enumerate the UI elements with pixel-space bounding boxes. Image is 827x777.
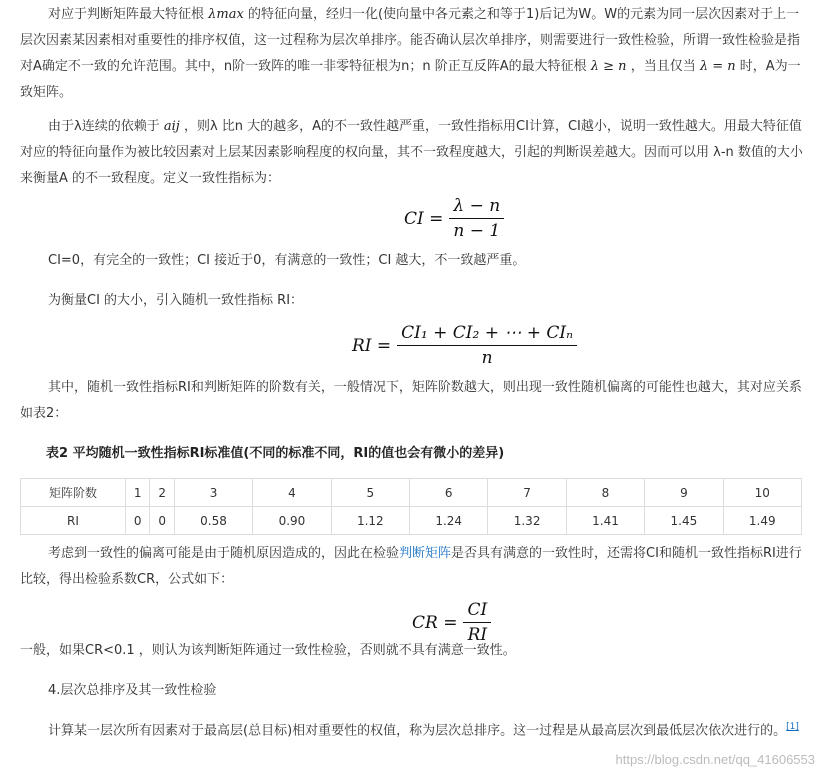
denominator: RI	[467, 625, 488, 645]
text: 由于λ连续的依赖于	[48, 119, 160, 134]
table-cell: 0.90	[253, 507, 331, 535]
denominator: n − 1	[453, 221, 501, 241]
table-cell: 0	[126, 507, 150, 535]
table-cell: 9	[645, 479, 723, 507]
section-heading: 4.层次总排序及其一致性检验	[48, 683, 217, 698]
formula-ci	[404, 196, 504, 241]
table-row-ri	[21, 507, 802, 535]
table-cell: 1.32	[488, 507, 566, 535]
denominator: n	[481, 348, 493, 368]
paragraph-ci-meaning: CI=0，有完全的一致性；CI 接近于0，有满意的一致性；CI 越大，不一致越严重。	[48, 253, 526, 268]
table-cell: 1.24	[410, 507, 488, 535]
table-cell: 3	[174, 479, 252, 507]
watermark: https://blog.csdn.net/qq_41606553	[615, 752, 815, 767]
paragraph-cr-intro	[20, 541, 810, 593]
math-lambda-eq-n: λ = n	[699, 59, 736, 74]
paragraph-consistency	[20, 114, 810, 192]
table-cell: 0.58	[174, 507, 252, 535]
table-cell: 1.12	[331, 507, 409, 535]
paragraph-cr-threshold: 一般，如果CR<0.1 ，则认为该判断矩阵通过一致性检验，否则就不具有满意一致性。	[20, 643, 516, 658]
formula-lhs: CI =	[404, 208, 444, 229]
table-title: 表2 平均随机一致性指标RI标准值(不同的标准不同，RI的值也会有微小的差异)	[46, 446, 505, 461]
math-aij: aij	[163, 119, 180, 134]
numerator: CI₁ + CI₂ + ⋯ + CIₙ	[397, 323, 577, 346]
reference-link[interactable]: [1]	[786, 722, 799, 732]
formula-lhs: CR =	[412, 612, 458, 633]
table-cell: 10	[723, 479, 801, 507]
text: ，当且仅当	[630, 59, 696, 74]
table-cell: 矩阵阶数	[21, 479, 126, 507]
table-cell: 2	[150, 479, 174, 507]
paragraph-eigenvector	[20, 2, 810, 106]
fraction	[397, 323, 577, 368]
numerator: CI	[463, 600, 491, 623]
text: 是否具有满意的一致性时，还需将CI和随机一致性指标RI进行比较，得出检验系数CR，公式如下：	[20, 546, 802, 587]
paragraph-total-ranking	[20, 714, 810, 744]
table-cell: 6	[410, 479, 488, 507]
text: 计算某一层次所有因素对于最高层(总目标)相对重要性的权值，称为层次总排序。这一过程是从最高层次到最低层次依次进行的。	[48, 723, 787, 739]
numerator: λ − n	[449, 196, 504, 219]
text: 的特征向量，经归一化(使向量中各元素之和等于1)后记为W。W的元素为同一层次因素对于上一层次因素某因素相对重要性的排序权值，这一过程称为层次单排序。能否确认层次单排序，则需要进行一致性检验，所谓一致性检验是指对A确定不一致的允许范围。其中，n阶一致阵的唯一非零特征根为n；n 阶正互反阵A的最大特征根	[20, 7, 801, 74]
table-cell: 8	[566, 479, 644, 507]
paragraph-ri-intro: 为衡量CI 的大小，引入随机一致性指标 RI：	[48, 293, 304, 308]
formula-ri	[352, 323, 577, 368]
table-cell: 1.41	[566, 507, 644, 535]
math-lambda-ge-n: λ ≥ n	[590, 59, 627, 74]
text: 对应于判断矩阵最大特征根	[48, 7, 205, 22]
table-cell: 1	[126, 479, 150, 507]
paragraph-ri-relation: 其中，随机一致性指标RI和判断矩阵的阶数有关，一般情况下，矩阵阶数越大，则出现一致性随机偏离的可能性也越大，其对应关系如表2：	[20, 380, 802, 421]
formula-lhs: RI =	[352, 335, 392, 356]
table-cell: 1.45	[645, 507, 723, 535]
table-row-order	[21, 479, 802, 507]
table-cell: RI	[21, 507, 126, 535]
judgment-matrix-link[interactable]: 判断矩阵	[399, 546, 452, 561]
fraction	[449, 196, 504, 241]
text: ，则λ 比n 大的越多，A的不一致性越严重，一致性指标用CI计算，CI越小，说明一致性越大。用最大特征值对应的特征向量作为被比较因素对上层某因素影响程度的权向量，其不一致程度越大，引起的判断误差越大。因而可以用 λ-n 数值的大小来衡量A 的不一致程度。定义一致性指标为：	[20, 119, 803, 186]
table-cell: 4	[253, 479, 331, 507]
table-cell: 5	[331, 479, 409, 507]
text: 考虑到一致性的偏离可能是由于随机原因造成的，因此在检验	[48, 546, 400, 561]
math-lambda-max: λmax	[208, 7, 244, 22]
text: 时，A为一致矩阵。	[20, 59, 801, 100]
ri-table	[20, 478, 802, 535]
table-cell: 7	[488, 479, 566, 507]
table-cell: 0	[150, 507, 174, 535]
table-cell: 1.49	[723, 507, 801, 535]
